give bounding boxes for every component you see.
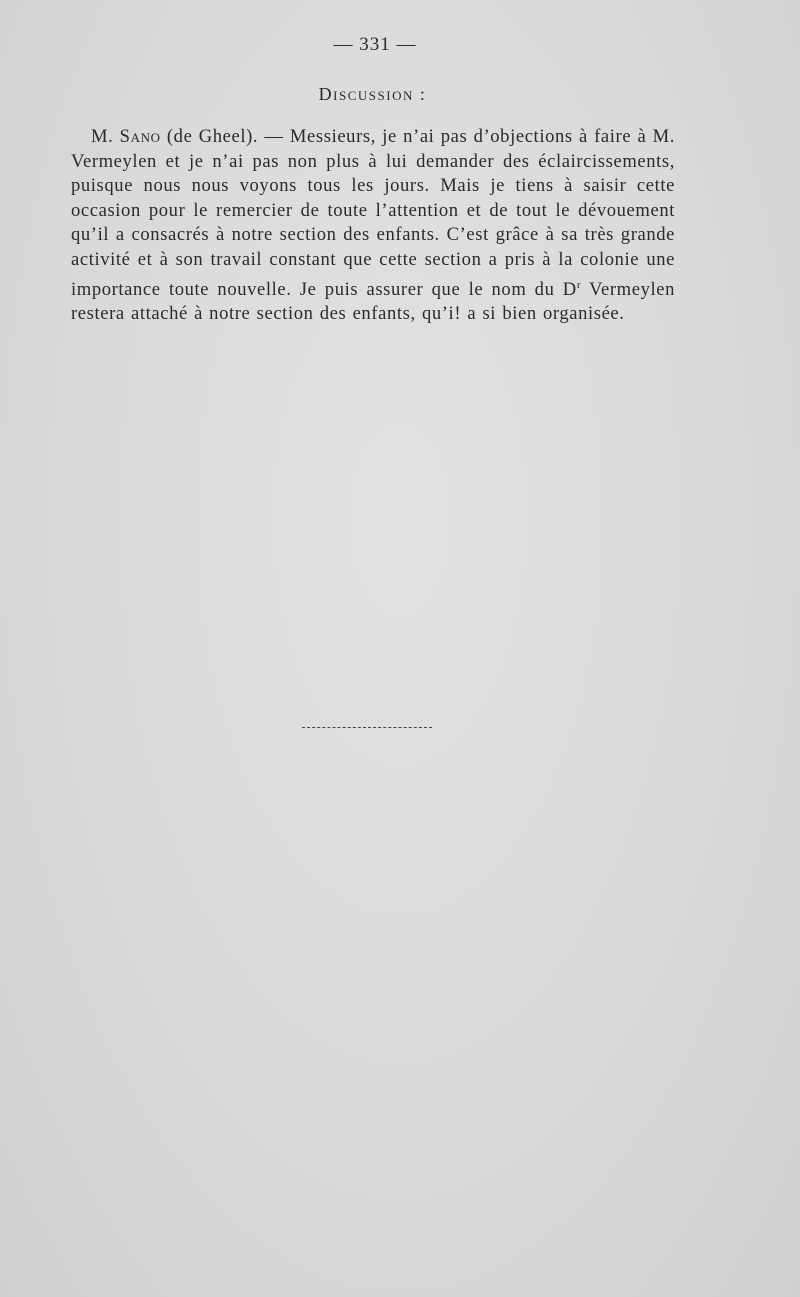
em-dash: —	[258, 126, 290, 147]
section-heading: Discussion :	[318, 84, 427, 104]
end-rule	[302, 727, 432, 728]
title-superscript: r	[576, 278, 582, 291]
speaker-name: M. Sano	[91, 126, 161, 147]
speaker-affiliation: (de Gheel).	[166, 126, 259, 147]
discussion-paragraph	[71, 125, 675, 327]
paragraph-text-end: Vermeylen restera attaché à notre section des enfants, qu’i! a si bien organisée.	[71, 278, 675, 325]
paragraph-text: Messieurs, je n’ai pas d’objections à faire à M. Vermeylen et je n’ai pas non plus à lui demander des éclaircissements, puisque nous nous voyons tous les jours. Mais je tiens à saisir cette occasion pour le remercier de toute l’attention et de tout le dévouement qu’il a consacrés à notre section des enfants. C’est grâce à sa très grande activité et à son travail constant que cette section a pris à la colonie une importance toute nouvelle. Je puis assurer que le nom du D	[71, 126, 675, 300]
page-number: — 331 —	[333, 34, 417, 55]
